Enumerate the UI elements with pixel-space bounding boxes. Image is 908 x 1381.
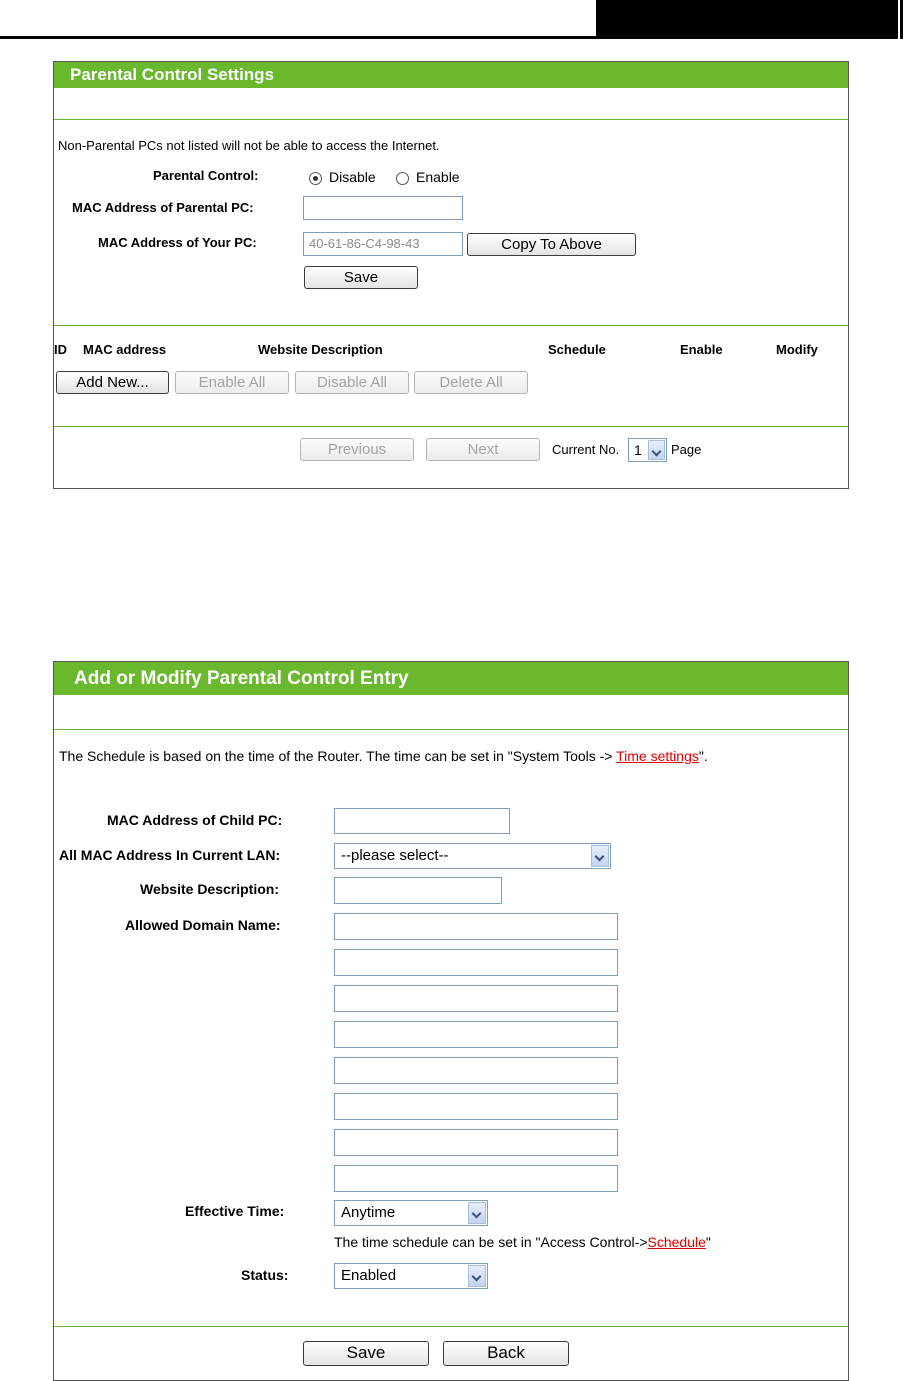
disable-label: Disable bbox=[329, 169, 376, 185]
divider bbox=[54, 119, 848, 120]
page-header-tick bbox=[900, 0, 903, 39]
col-id: ID bbox=[54, 342, 67, 357]
divider bbox=[54, 325, 848, 326]
schedule-notice: The Schedule is based on the time of the Router. The time can be set in "System Tools -> Time settings". bbox=[59, 748, 708, 764]
notice-text: Non-Parental PCs not listed will not be able to access the Internet. bbox=[58, 138, 440, 153]
col-enable: Enable bbox=[680, 342, 723, 357]
disable-radio[interactable] bbox=[309, 172, 322, 185]
divider bbox=[54, 426, 848, 427]
enable-radio[interactable] bbox=[396, 172, 409, 185]
domain-input-3[interactable] bbox=[334, 985, 618, 1012]
website-description-label: Website Description: bbox=[140, 881, 279, 897]
page-header-block bbox=[596, 0, 898, 39]
domain-input-1[interactable] bbox=[334, 913, 618, 940]
add-modify-entry-panel bbox=[53, 661, 849, 1381]
back-button[interactable]: Back bbox=[443, 1341, 569, 1366]
next-button[interactable]: Next bbox=[426, 438, 540, 461]
domain-input-8[interactable] bbox=[334, 1165, 618, 1192]
page-header-rule bbox=[0, 36, 600, 39]
mac-child-label: MAC Address of Child PC: bbox=[107, 812, 283, 828]
schedule-note: The time schedule can be set in "Access Control->Schedule" bbox=[334, 1234, 711, 1250]
parental-control-label: Parental Control: bbox=[153, 168, 259, 183]
mac-your-input[interactable]: 40-61-86-C4-98-43 bbox=[303, 232, 463, 256]
col-schedule: Schedule bbox=[548, 342, 606, 357]
enable-label: Enable bbox=[416, 169, 460, 185]
save-button[interactable]: Save bbox=[303, 1341, 429, 1366]
page-label: Page bbox=[671, 442, 702, 457]
divider bbox=[54, 1326, 848, 1327]
chevron-down-icon bbox=[468, 1202, 486, 1224]
status-selected: Enabled bbox=[341, 1267, 397, 1284]
mac-parental-input[interactable] bbox=[303, 196, 463, 220]
enable-all-button[interactable]: Enable All bbox=[175, 371, 289, 394]
domain-input-6[interactable] bbox=[334, 1093, 618, 1120]
time-settings-link[interactable]: Time settings bbox=[616, 748, 699, 764]
current-page-value: 1 bbox=[634, 442, 642, 458]
chevron-down-icon bbox=[648, 440, 665, 460]
effective-time-label: Effective Time: bbox=[185, 1203, 285, 1219]
disable-all-button[interactable]: Disable All bbox=[295, 371, 409, 394]
add-new-button[interactable]: Add New... bbox=[56, 371, 169, 394]
effective-time-selected: Anytime bbox=[341, 1204, 396, 1221]
chevron-down-icon bbox=[591, 845, 609, 867]
parental-control-settings-panel bbox=[53, 61, 849, 489]
save-button[interactable]: Save bbox=[304, 266, 418, 289]
status-label: Status: bbox=[241, 1267, 289, 1283]
current-no-label: Current No. bbox=[552, 442, 620, 457]
copy-to-above-button[interactable]: Copy To Above bbox=[467, 233, 636, 256]
schedule-link[interactable]: Schedule bbox=[647, 1234, 706, 1250]
chevron-down-icon bbox=[468, 1265, 486, 1287]
panel-title: Parental Control Settings bbox=[54, 62, 848, 88]
all-mac-label: All MAC Address In Current LAN: bbox=[59, 847, 281, 863]
status-select[interactable] bbox=[334, 1263, 488, 1289]
col-mac-address: MAC address bbox=[83, 342, 167, 357]
all-mac-select[interactable] bbox=[334, 843, 611, 869]
effective-time-select[interactable] bbox=[334, 1200, 488, 1226]
divider bbox=[54, 729, 848, 730]
mac-your-label: MAC Address of Your PC: bbox=[98, 235, 257, 250]
domain-input-5[interactable] bbox=[334, 1057, 618, 1084]
allowed-domain-label: Allowed Domain Name: bbox=[125, 917, 281, 933]
domain-input-7[interactable] bbox=[334, 1129, 618, 1156]
all-mac-selected: --please select-- bbox=[341, 847, 449, 864]
previous-button[interactable]: Previous bbox=[300, 438, 414, 461]
col-modify: Modify bbox=[776, 342, 818, 357]
panel-title: Add or Modify Parental Control Entry bbox=[54, 662, 848, 695]
mac-child-input[interactable] bbox=[334, 808, 510, 834]
mac-parental-label: MAC Address of Parental PC: bbox=[72, 200, 254, 215]
domain-input-2[interactable] bbox=[334, 949, 618, 976]
domain-input-4[interactable] bbox=[334, 1021, 618, 1048]
current-page-select[interactable] bbox=[628, 438, 667, 462]
delete-all-button[interactable]: Delete All bbox=[414, 371, 528, 394]
col-website-description: Website Description bbox=[258, 342, 383, 357]
website-description-input[interactable] bbox=[334, 877, 502, 904]
